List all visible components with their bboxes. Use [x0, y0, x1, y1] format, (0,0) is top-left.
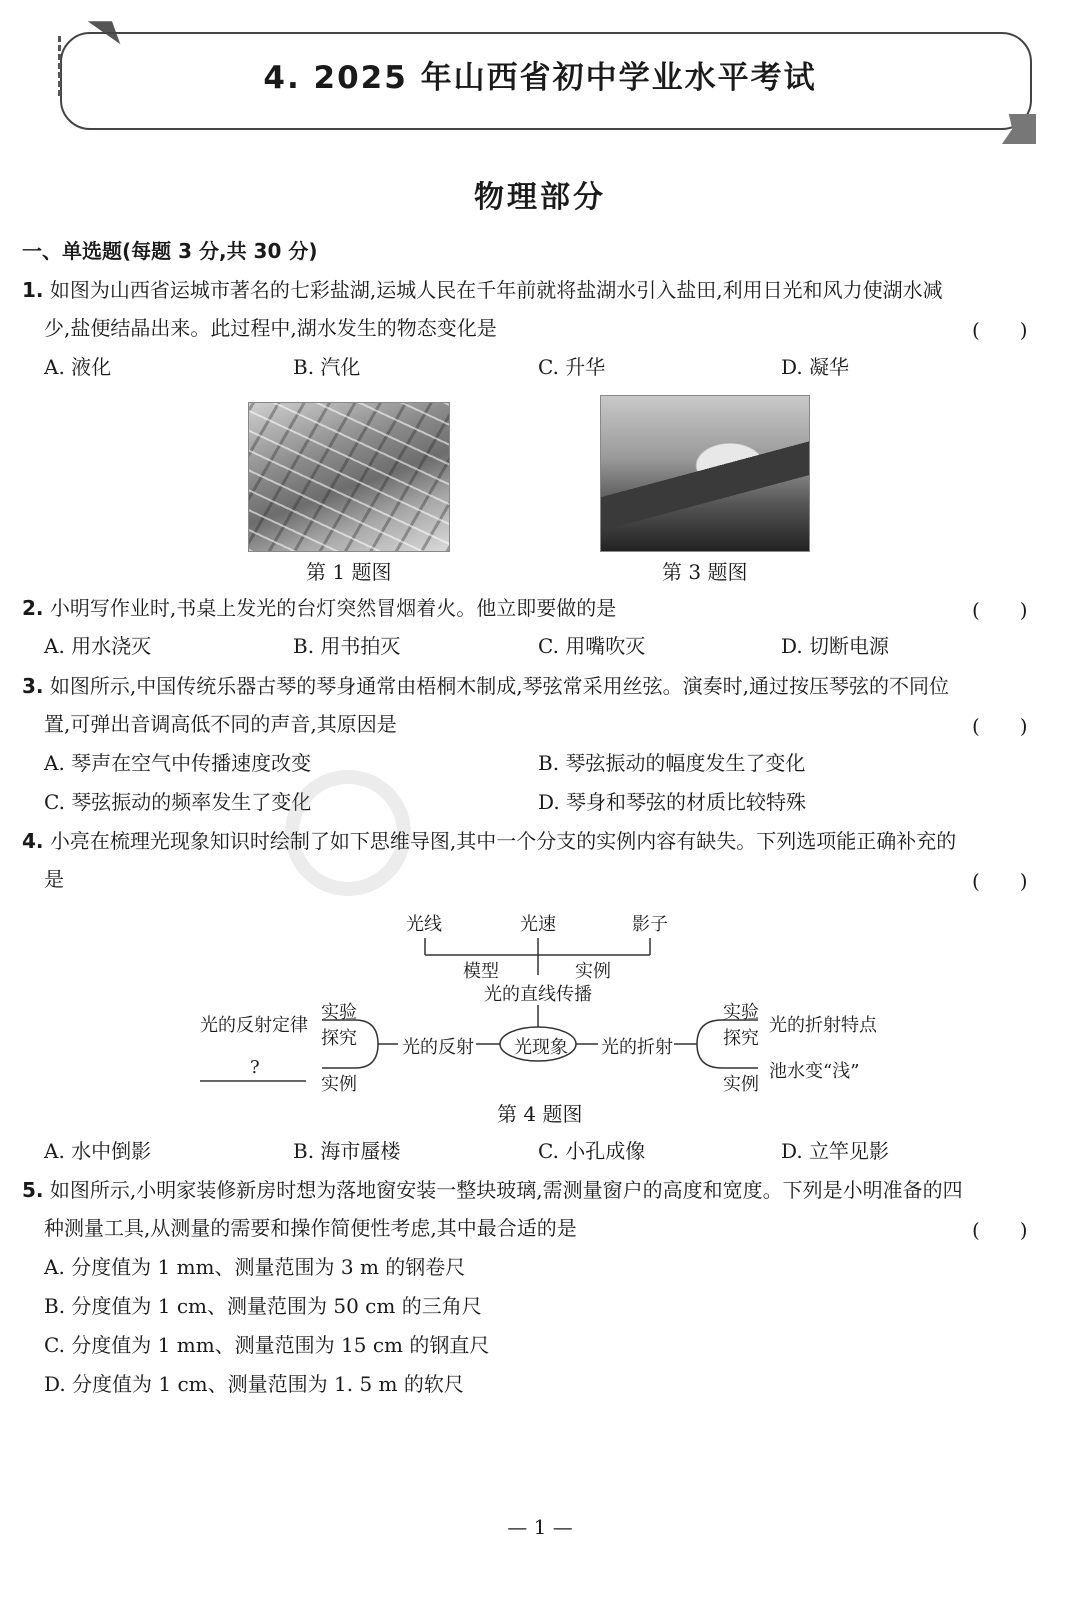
mindmap-light-ray: 光线: [406, 914, 442, 935]
option-b: B. 分度值为 1 cm、测量范围为 50 cm 的三角尺: [44, 1294, 482, 1318]
option-d: D. 凝华: [781, 355, 850, 379]
option-b: B. 汽化: [293, 355, 361, 379]
answer-blank: ( ): [972, 714, 1028, 738]
part-heading: 一、单选题(每题 3 分,共 30 分): [22, 239, 318, 263]
question-text: 如图所示,中国传统乐器古琴的琴身通常由梧桐木制成,琴弦常采用丝弦。演奏时,通过按压琴弦的不同位: [49, 674, 949, 698]
option-c: C. 小孔成像: [538, 1139, 646, 1163]
question-text: 小明写作业时,书桌上发光的台灯突然冒烟着火。他立即要做的是: [49, 596, 617, 620]
figure-3-caption: 第 3 题图: [662, 560, 748, 584]
mindmap-shadow: 影子: [632, 914, 668, 935]
question-number: 2.: [22, 596, 44, 620]
question-text-cont: 少,盐便结晶出来。此过程中,湖水发生的物态变化是: [44, 316, 497, 340]
figure-4-caption: 第 4 题图: [497, 1102, 583, 1126]
answer-blank: ( ): [972, 1218, 1028, 1242]
answer-blank: ( ): [972, 869, 1028, 893]
option-a: A. 液化: [44, 355, 112, 379]
option-d: D. 琴身和琴弦的材质比较特殊: [538, 790, 807, 814]
question-text-cont: 置,可弹出音调高低不同的声音,其原因是: [44, 712, 397, 736]
option-c: C. 升华: [538, 355, 606, 379]
mindmap-reflection: 光的反射: [402, 1037, 474, 1058]
section-title: 物理部分: [474, 180, 606, 215]
mindmap-right-example: 实例: [723, 1074, 759, 1095]
option-a: A. 分度值为 1 mm、测量范围为 3 m 的钢卷尺: [44, 1255, 466, 1279]
mindmap-pool-shallow: 池水变“浅”: [769, 1061, 860, 1082]
mindmap-right-inquiry: 探究: [723, 1028, 759, 1049]
mindmap-example-label: 实例: [575, 961, 611, 982]
option-b: B. 海市蜃楼: [293, 1139, 401, 1163]
page-number: — 1 —: [507, 1515, 573, 1539]
question-text-cont: 是: [44, 867, 64, 891]
option-c: C. 分度值为 1 mm、测量范围为 15 cm 的钢直尺: [44, 1333, 490, 1357]
mindmap-left-inquiry: 探究: [321, 1028, 357, 1049]
mindmap-center: 光现象: [514, 1037, 568, 1058]
answer-blank: ( ): [972, 598, 1028, 622]
answer-blank: ( ): [972, 318, 1028, 342]
mindmap-left-example: 实例: [321, 1074, 357, 1095]
option-a: A. 水中倒影: [44, 1139, 152, 1163]
mindmap-left-experiment: 实验: [321, 1002, 357, 1023]
mindmap-reflection-law: 光的反射定律: [200, 1015, 308, 1036]
question-text: 小亮在梳理光现象知识时绘制了如下思维导图,其中一个分支的实例内容有缺失。下列选项能正确补充的: [49, 829, 957, 853]
option-a: A. 用水浇灭: [44, 634, 152, 658]
figure-1-caption: 第 1 题图: [306, 560, 392, 584]
mindmap-missing-example: ?: [250, 1057, 260, 1078]
mindmap-refraction: 光的折射: [601, 1037, 673, 1058]
option-a: A. 琴声在空气中传播速度改变: [44, 751, 312, 775]
question-5: [22, 1176, 963, 1204]
question-text: 如图为山西省运城市著名的七彩盐湖,运城人民在千年前就将盐湖水引入盐田,利用日光和风力使湖水减: [49, 278, 943, 302]
question-number: 1.: [22, 278, 44, 302]
mindmap-straight-propagation: 光的直线传播: [484, 984, 592, 1005]
option-c: C. 用嘴吹灭: [538, 634, 646, 658]
exam-title: 4. 2025 年山西省初中学业水平考试: [263, 60, 817, 96]
option-d: D. 分度值为 1 cm、测量范围为 1. 5 m 的软尺: [44, 1372, 464, 1396]
question-number: 5.: [22, 1178, 44, 1202]
mindmap-refraction-feature: 光的折射特点: [769, 1015, 877, 1036]
question-number: 4.: [22, 829, 44, 853]
option-d: D. 切断电源: [781, 634, 890, 658]
mindmap-right-experiment: 实验: [723, 1002, 759, 1023]
option-b: B. 用书拍灭: [293, 634, 401, 658]
option-c: C. 琴弦振动的频率发生了变化: [44, 790, 312, 814]
mindmap-light-speed: 光速: [520, 914, 556, 935]
question-text: 如图所示,小明家装修新房时想为落地窗安装一整块玻璃,需测量窗户的高度和宽度。下列是小明准备的四: [49, 1178, 963, 1202]
question-number: 3.: [22, 674, 44, 698]
mindmap-model-label: 模型: [463, 961, 499, 982]
option-b: B. 琴弦振动的幅度发生了变化: [538, 751, 806, 775]
option-d: D. 立竿见影: [781, 1139, 890, 1163]
question-text-cont: 种测量工具,从测量的需要和操作简便性考虑,其中最合适的是: [44, 1216, 577, 1240]
